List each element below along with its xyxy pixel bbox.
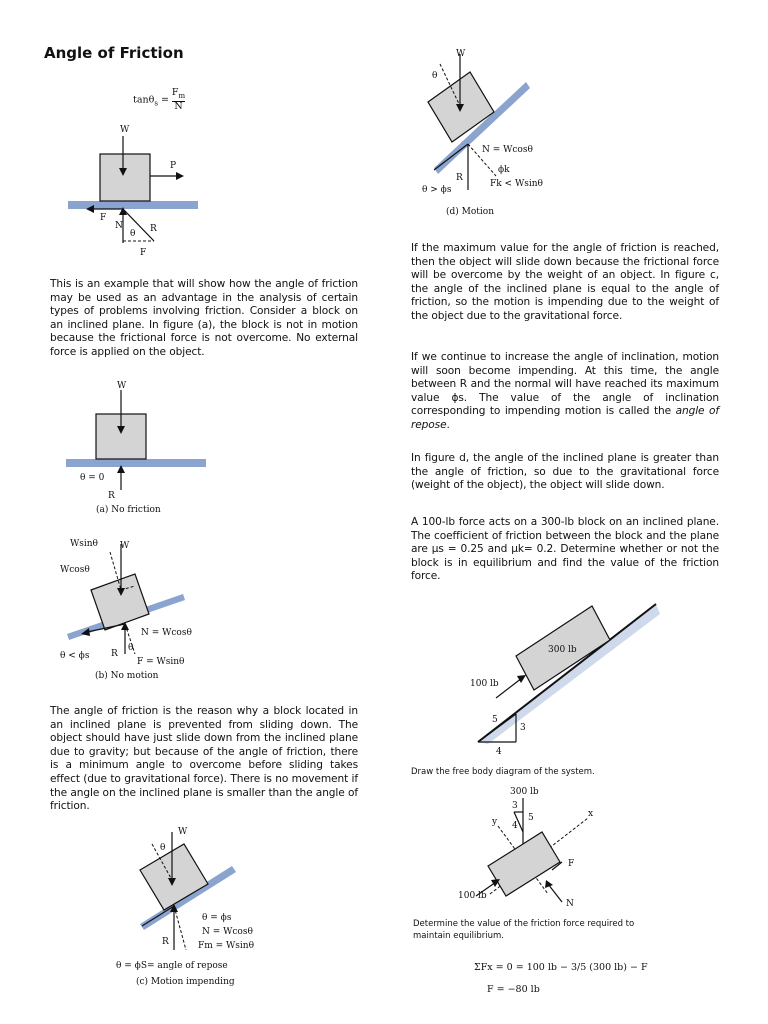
svg-text:θ = ϕS= angle of repose: θ = ϕS= angle of repose [116, 961, 228, 971]
svg-text:5: 5 [528, 813, 534, 823]
svg-text:W: W [178, 827, 188, 837]
paragraph-figure-d: In figure d, the angle of the inclined plane is greater than the angle of friction, so due to the gravitational force (weight of the object), the object will slide down. [411, 452, 719, 492]
paragraph-angle-of-friction: The angle of friction is the reason why a block located in an inclined plane is prevented from sliding down. The object should have just slide down from the inclined plane due to gravity; but because of the angle of friction, there is a minimum angle to overcome before sliding takes effect (due to gravitational force). There is no movement if the angle on the inclined plane is smaller than the angle of friction. [50, 705, 358, 813]
svg-text:3: 3 [512, 801, 518, 811]
svg-text:Fk < Wsinθ: Fk < Wsinθ [490, 179, 543, 189]
figure-a-no-friction [60, 378, 210, 523]
svg-text:W: W [456, 49, 466, 59]
svg-text:R: R [111, 649, 118, 659]
block [100, 154, 150, 201]
svg-text:θ = 0: θ = 0 [80, 473, 105, 483]
svg-text:100 lb: 100 lb [458, 891, 487, 901]
svg-text:R: R [456, 173, 463, 183]
svg-text:4: 4 [496, 747, 502, 756]
svg-text:Wcosθ: Wcosθ [60, 565, 90, 575]
paragraph-angle-of-repose: If we continue to increase the angle of inclination, motion will soon become impending. At this time, the angle between R and the normal will have reached its maximum value ϕs. The value of the angle of inclination corresponding to impending motion is called the angle of repose. [411, 351, 719, 431]
figure-incline-problem [462, 596, 672, 756]
label-p: P [170, 161, 177, 171]
paragraph-problem: A 100-lb force acts on a 300-lb block on an inclined plane. The coefficient of friction between the block and the plane are μs = 0.25 and μk= 0.2. Determine whether or not the block is in equilibrium and find the value of the friction force. [411, 516, 719, 583]
svg-text:θ: θ [160, 843, 166, 853]
svg-text:θ: θ [432, 71, 438, 81]
svg-text:θ = ϕs: θ = ϕs [202, 913, 232, 923]
svg-text:Wsinθ: Wsinθ [70, 539, 98, 549]
label-r: R [150, 224, 157, 234]
svg-text:θ < ϕs: θ < ϕs [60, 651, 90, 661]
svg-text:θ: θ [128, 643, 134, 653]
label-theta: θ [130, 229, 136, 239]
equation-result: F = −80 lb [487, 984, 540, 995]
figure-free-body-diagram [450, 784, 610, 914]
svg-text:4: 4 [512, 821, 518, 831]
paragraph-maximum-angle: If the maximum value for the angle of friction is reached, then the object will slide down because the frictional force will be overcome by the weight of an object. In figure c, the angle of the inclined plane is equal to the angle of friction, so the motion is impending due to the weight of the object due to the gravitational force. [411, 242, 719, 322]
label-w: W [120, 125, 130, 135]
caption-d: (d) Motion [446, 207, 494, 217]
svg-text:x: x [588, 809, 594, 819]
caption-c: (c) Motion impending [136, 977, 235, 987]
svg-text:θ > ϕs: θ > ϕs [422, 185, 452, 195]
svg-text:N = Wcosθ: N = Wcosθ [141, 628, 192, 638]
tan-formula: tanθ$_s$ = $\frac{F_m}{N}$ [133, 87, 186, 112]
svg-text:Fm = Wsinθ: Fm = Wsinθ [198, 941, 255, 951]
figure-c-motion-impending [112, 822, 282, 992]
figure-top-block [60, 118, 210, 263]
paragraph-intro: This is an example that will show how the angle of friction may be used as an advantage in the analysis of certain types of problems involving friction. Consider a block on an inclined plane. In figure (a), the block is not in motion because the frictional force is not overcome. No external force is applied on the object. [50, 278, 358, 358]
svg-text:ϕk: ϕk [498, 165, 510, 175]
ground-plane [68, 201, 198, 209]
svg-text:F: F [568, 859, 575, 869]
svg-text:N = Wcosθ: N = Wcosθ [202, 927, 253, 937]
label-300lb: 300 lb [548, 645, 577, 655]
caption-b: (b) No motion [95, 671, 159, 681]
label-n: N [115, 221, 123, 231]
svg-text:3: 3 [520, 723, 526, 733]
svg-text:y: y [492, 817, 498, 827]
figure-b-no-motion [55, 532, 225, 682]
label-100lb: 100 lb [470, 679, 499, 689]
svg-text:N: N [566, 899, 574, 909]
paragraph-determine-friction: Determine the value of the friction force required to maintain equilibrium. [413, 919, 635, 941]
equation-sum-fx: ΣFx = 0 = 100 lb − 3/5 (300 lb) − F [474, 962, 648, 973]
svg-text:R: R [108, 491, 115, 501]
label-f: F [100, 213, 107, 223]
page-title: Angle of Friction [44, 44, 184, 62]
caption-a: (a) No friction [96, 505, 161, 515]
label-f-bottom: F [140, 248, 147, 258]
fbd-caption: Draw the free body diagram of the system. [411, 767, 595, 777]
svg-text:F = Wsinθ: F = Wsinθ [137, 657, 185, 667]
svg-text:R: R [162, 937, 169, 947]
svg-text:W: W [117, 381, 127, 391]
figure-d-motion [412, 44, 552, 224]
svg-text:N = Wcosθ: N = Wcosθ [482, 145, 533, 155]
svg-text:300 lb: 300 lb [510, 787, 539, 797]
svg-text:W: W [120, 541, 130, 551]
svg-text:5: 5 [492, 715, 498, 725]
